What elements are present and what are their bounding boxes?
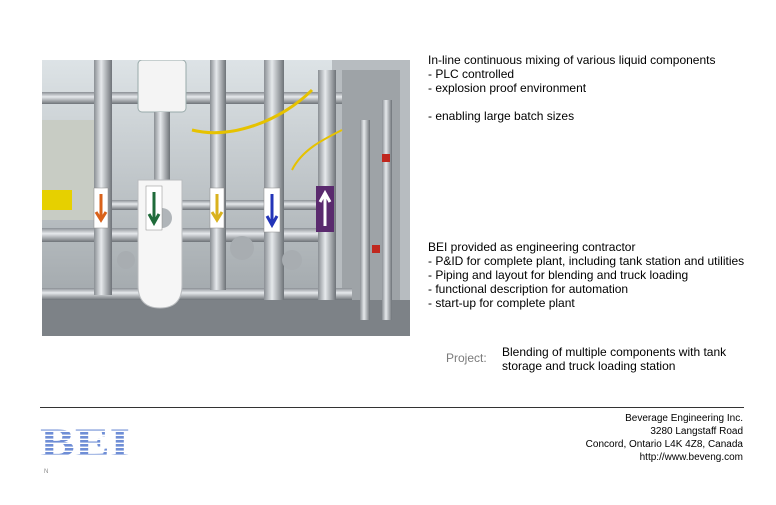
company-url[interactable]: http://www.beveng.com xyxy=(639,452,743,463)
intro-text xyxy=(428,53,716,123)
engineering-bullet: - Piping and layout for blending and truck loading xyxy=(428,268,689,282)
company-street: 3280 Langstaff Road xyxy=(650,426,743,437)
project-label: Project: xyxy=(446,351,487,365)
project-description: Blending of multiple components with tank storage and truck loading station xyxy=(502,345,727,373)
svg-text:BEI: BEI xyxy=(40,420,130,460)
intro-extra: - enabling large batch sizes xyxy=(428,109,575,123)
intro-heading: In-line continuous mixing of various liquid components xyxy=(428,53,716,67)
engineering-bullet: - start-up for complete plant xyxy=(428,296,575,310)
engineering-text xyxy=(428,240,744,310)
engineering-heading: BEI provided as engineering contractor xyxy=(428,240,636,254)
bei-logo xyxy=(40,420,132,460)
engineering-bullet: - functional description for automation xyxy=(428,282,629,296)
page-number: N xyxy=(44,469,49,475)
company-city: Concord, Ontario L4K 4Z8, Canada xyxy=(585,439,743,450)
equipment-photo xyxy=(42,60,410,336)
intro-bullet: - explosion proof environment xyxy=(428,81,587,95)
engineering-bullet: - P&ID for complete plant, including tank station and utilities xyxy=(428,254,745,268)
footer-divider xyxy=(40,407,744,408)
company-name: Beverage Engineering Inc. xyxy=(625,413,743,424)
intro-bullet: - PLC controlled xyxy=(428,67,515,81)
company-address xyxy=(586,412,743,464)
